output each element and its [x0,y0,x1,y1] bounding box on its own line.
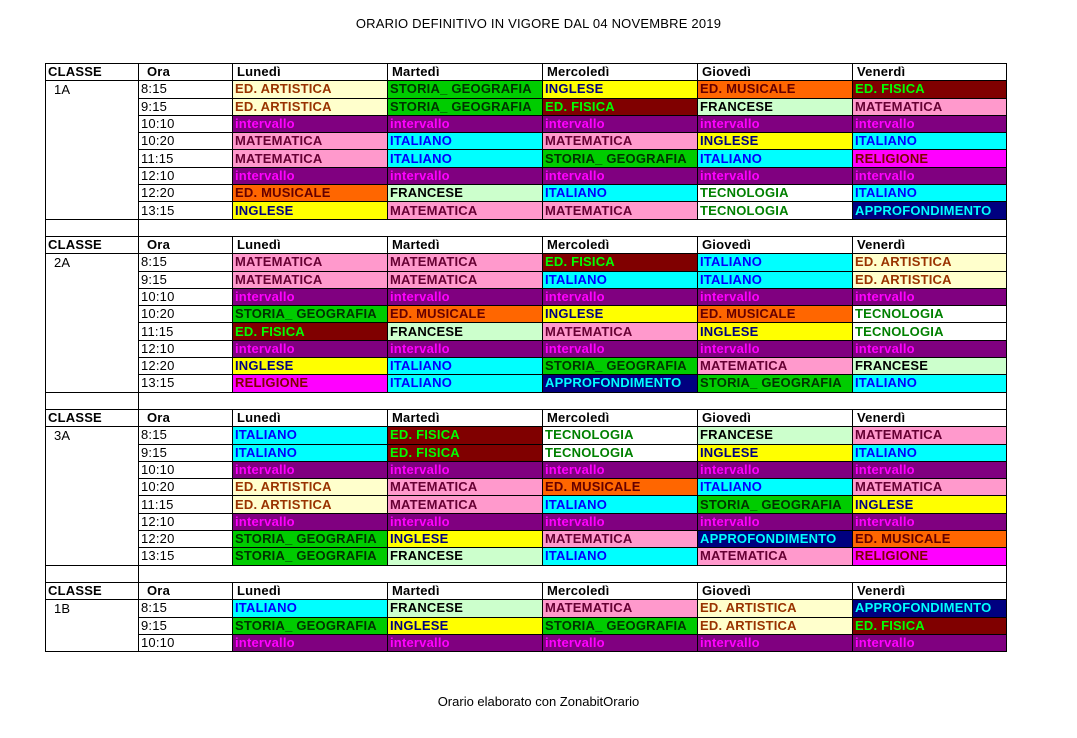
class-name: 2A [46,254,139,271]
time-cell: 8:15 [139,254,233,271]
class-name: 1B [46,600,139,617]
header-venerdi: Venerdì [853,582,1007,599]
lesson-venerdi: intervallo [853,513,1007,530]
header-giovedi: Giovedì [698,582,853,599]
lesson-martedi: intervallo [388,634,543,651]
lesson-venerdi: intervallo [853,115,1007,132]
gap-cell [139,565,1007,582]
schedule-row [46,81,1007,98]
time-cell: 9:15 [139,444,233,461]
lesson-lunedi: STORIA_ GEOGRAFIA [233,548,388,565]
lesson-lunedi: MATEMATICA [233,133,388,150]
class-cell [46,271,139,288]
lesson-venerdi: intervallo [853,461,1007,478]
lesson-giovedi: intervallo [698,461,853,478]
time-cell: 12:10 [139,167,233,184]
lesson-lunedi: intervallo [233,634,388,651]
lesson-martedi: FRANCESE [388,548,543,565]
lesson-venerdi: RELIGIONE [853,548,1007,565]
lesson-martedi: STORIA_ GEOGRAFIA [388,98,543,115]
time-cell: 11:15 [139,496,233,513]
schedule-row [46,340,1007,357]
lesson-giovedi: STORIA_ GEOGRAFIA [698,375,853,392]
lesson-lunedi: intervallo [233,340,388,357]
lesson-lunedi: INGLESE [233,202,388,219]
lesson-mercoledi: intervallo [543,340,698,357]
header-ora: Ora [139,236,233,253]
time-cell: 12:10 [139,340,233,357]
lesson-giovedi: intervallo [698,115,853,132]
lesson-martedi: MATEMATICA [388,202,543,219]
lesson-martedi: ITALIANO [388,150,543,167]
lesson-venerdi: ED. ARTISTICA [853,254,1007,271]
lesson-martedi: FRANCESE [388,600,543,617]
class-cell [46,531,139,548]
lesson-martedi: MATEMATICA [388,271,543,288]
schedule-row [46,617,1007,634]
lesson-lunedi: intervallo [233,513,388,530]
header-mercoledi: Mercoledì [543,64,698,81]
time-cell: 10:20 [139,133,233,150]
lesson-lunedi: ED. ARTISTICA [233,81,388,98]
lesson-giovedi: ED. MUSICALE [698,81,853,98]
lesson-martedi: intervallo [388,167,543,184]
lesson-venerdi: intervallo [853,167,1007,184]
page-title: ORARIO DEFINITIVO IN VIGORE DAL 04 NOVEMBRE 2019 [355,16,722,31]
lesson-mercoledi: ED. FISICA [543,254,698,271]
lesson-lunedi: ITALIANO [233,444,388,461]
time-cell: 8:15 [139,600,233,617]
time-cell: 13:15 [139,202,233,219]
lesson-mercoledi: intervallo [543,513,698,530]
lesson-mercoledi: MATEMATICA [543,600,698,617]
header-row [46,236,1007,253]
lesson-giovedi: INGLESE [698,133,853,150]
header-lunedi: Lunedì [233,409,388,426]
lesson-giovedi: intervallo [698,340,853,357]
lesson-mercoledi: intervallo [543,461,698,478]
time-cell: 10:20 [139,306,233,323]
lesson-giovedi: FRANCESE [698,427,853,444]
lesson-venerdi: intervallo [853,288,1007,305]
header-classe: CLASSE [46,409,139,426]
time-cell: 10:20 [139,479,233,496]
section-gap [46,565,1007,582]
time-cell: 12:20 [139,185,233,202]
lesson-giovedi: intervallo [698,288,853,305]
lesson-lunedi: INGLESE [233,358,388,375]
lesson-venerdi: ITALIANO [853,133,1007,150]
header-row [46,64,1007,81]
timetable [45,63,1007,652]
class-cell [46,444,139,461]
lesson-martedi: FRANCESE [388,185,543,202]
time-cell: 12:10 [139,513,233,530]
lesson-lunedi: ED. MUSICALE [233,185,388,202]
class-cell [46,306,139,323]
lesson-venerdi: FRANCESE [853,358,1007,375]
header-ora: Ora [139,409,233,426]
lesson-mercoledi: MATEMATICA [543,323,698,340]
header-venerdi: Venerdì [853,236,1007,253]
header-lunedi: Lunedì [233,582,388,599]
time-cell: 10:10 [139,115,233,132]
header-classe: CLASSE [46,236,139,253]
lesson-martedi: MATEMATICA [388,496,543,513]
lesson-lunedi: ED. ARTISTICA [233,98,388,115]
header-row [46,582,1007,599]
header-row [46,409,1007,426]
lesson-lunedi: MATEMATICA [233,271,388,288]
class-cell [46,288,139,305]
lesson-venerdi: ED. FISICA [853,81,1007,98]
class-cell [46,323,139,340]
header-mercoledi: Mercoledì [543,409,698,426]
header-lunedi: Lunedì [233,64,388,81]
lesson-mercoledi: APPROFONDIMENTO [543,375,698,392]
time-cell: 9:15 [139,98,233,115]
lesson-giovedi: ED. ARTISTICA [698,600,853,617]
lesson-mercoledi: TECNOLOGIA [543,427,698,444]
class-cell [46,479,139,496]
class-cell [46,617,139,634]
schedule-row [46,98,1007,115]
lesson-mercoledi: INGLESE [543,81,698,98]
lesson-lunedi: ITALIANO [233,427,388,444]
lesson-martedi: intervallo [388,461,543,478]
schedule-row [46,271,1007,288]
lesson-giovedi: ED. ARTISTICA [698,617,853,634]
header-ora: Ora [139,64,233,81]
lesson-lunedi: intervallo [233,288,388,305]
lesson-lunedi: intervallo [233,167,388,184]
lesson-mercoledi: ITALIANO [543,271,698,288]
schedule-row [46,634,1007,651]
lesson-giovedi: APPROFONDIMENTO [698,531,853,548]
lesson-martedi: STORIA_ GEOGRAFIA [388,81,543,98]
schedule-row [46,479,1007,496]
schedule-row [46,496,1007,513]
lesson-lunedi: intervallo [233,115,388,132]
class-name: 3A [46,427,139,444]
lesson-mercoledi: ITALIANO [543,548,698,565]
header-martedi: Martedì [388,236,543,253]
lesson-martedi: ED. FISICA [388,444,543,461]
lesson-venerdi: intervallo [853,634,1007,651]
lesson-mercoledi: intervallo [543,288,698,305]
class-cell [46,513,139,530]
lesson-mercoledi: STORIA_ GEOGRAFIA [543,358,698,375]
schedule-row [46,185,1007,202]
lesson-lunedi: ED. ARTISTICA [233,496,388,513]
lesson-mercoledi: MATEMATICA [543,133,698,150]
lesson-lunedi: MATEMATICA [233,254,388,271]
section-gap [46,219,1007,236]
lesson-venerdi: MATEMATICA [853,479,1007,496]
lesson-giovedi: ITALIANO [698,254,853,271]
class-cell [46,185,139,202]
header-classe: CLASSE [46,582,139,599]
schedule-row [46,531,1007,548]
lesson-martedi: MATEMATICA [388,254,543,271]
lesson-giovedi: ED. MUSICALE [698,306,853,323]
class-name: 1A [46,81,139,98]
lesson-venerdi: ITALIANO [853,375,1007,392]
class-cell [46,634,139,651]
header-mercoledi: Mercoledì [543,236,698,253]
schedule-row [46,427,1007,444]
lesson-martedi: MATEMATICA [388,479,543,496]
class-cell [46,358,139,375]
header-martedi: Martedì [388,64,543,81]
lesson-venerdi: intervallo [853,340,1007,357]
header-giovedi: Giovedì [698,409,853,426]
lesson-venerdi: ED. ARTISTICA [853,271,1007,288]
lesson-venerdi: RELIGIONE [853,150,1007,167]
lesson-lunedi: ITALIANO [233,600,388,617]
schedule-row [46,133,1007,150]
lesson-venerdi: MATEMATICA [853,98,1007,115]
schedule-row [46,167,1007,184]
lesson-venerdi: ITALIANO [853,444,1007,461]
lesson-mercoledi: MATEMATICA [543,202,698,219]
class-cell [46,496,139,513]
lesson-venerdi: INGLESE [853,496,1007,513]
lesson-mercoledi: STORIA_ GEOGRAFIA [543,617,698,634]
schedule-row [46,202,1007,219]
lesson-martedi: ITALIANO [388,358,543,375]
header-ora: Ora [139,582,233,599]
header-martedi: Martedì [388,582,543,599]
time-cell: 10:10 [139,288,233,305]
lesson-giovedi: intervallo [698,167,853,184]
time-cell: 8:15 [139,427,233,444]
class-cell [46,202,139,219]
lesson-mercoledi: INGLESE [543,306,698,323]
header-giovedi: Giovedì [698,64,853,81]
time-cell: 9:15 [139,617,233,634]
lesson-martedi: FRANCESE [388,323,543,340]
lesson-martedi: INGLESE [388,531,543,548]
lesson-giovedi: ITALIANO [698,271,853,288]
lesson-martedi: intervallo [388,513,543,530]
lesson-giovedi: ITALIANO [698,150,853,167]
lesson-venerdi: ED. MUSICALE [853,531,1007,548]
lesson-giovedi: TECNOLOGIA [698,202,853,219]
schedule-row [46,288,1007,305]
class-cell [46,150,139,167]
lesson-martedi: INGLESE [388,617,543,634]
lesson-martedi: ED. MUSICALE [388,306,543,323]
section-gap [46,392,1007,409]
class-cell [46,98,139,115]
lesson-venerdi: MATEMATICA [853,427,1007,444]
lesson-giovedi: INGLESE [698,323,853,340]
lesson-giovedi: MATEMATICA [698,358,853,375]
schedule-row [46,444,1007,461]
class-cell [46,548,139,565]
lesson-mercoledi: intervallo [543,634,698,651]
lesson-mercoledi: MATEMATICA [543,531,698,548]
lesson-martedi: ITALIANO [388,133,543,150]
header-giovedi: Giovedì [698,236,853,253]
schedule-row [46,254,1007,271]
lesson-giovedi: TECNOLOGIA [698,185,853,202]
header-venerdi: Venerdì [853,64,1007,81]
gap-cell [46,219,139,236]
lesson-martedi: ITALIANO [388,375,543,392]
lesson-giovedi: INGLESE [698,444,853,461]
class-cell [46,461,139,478]
lesson-lunedi: MATEMATICA [233,150,388,167]
lesson-giovedi: intervallo [698,513,853,530]
gap-cell [139,392,1007,409]
schedule-row [46,375,1007,392]
class-cell [46,133,139,150]
lesson-mercoledi: ITALIANO [543,185,698,202]
lesson-martedi: ED. FISICA [388,427,543,444]
lesson-lunedi: STORIA_ GEOGRAFIA [233,306,388,323]
schedule-row [46,513,1007,530]
lesson-mercoledi: ED. FISICA [543,98,698,115]
lesson-venerdi: ITALIANO [853,185,1007,202]
schedule-row [46,461,1007,478]
class-cell [46,115,139,132]
time-cell: 11:15 [139,323,233,340]
class-cell [46,167,139,184]
header-mercoledi: Mercoledì [543,582,698,599]
lesson-giovedi: STORIA_ GEOGRAFIA [698,496,853,513]
lesson-venerdi: APPROFONDIMENTO [853,600,1007,617]
time-cell: 10:10 [139,634,233,651]
time-cell: 8:15 [139,81,233,98]
lesson-giovedi: FRANCESE [698,98,853,115]
lesson-venerdi: TECNOLOGIA [853,306,1007,323]
lesson-mercoledi: intervallo [543,115,698,132]
lesson-lunedi: ED. ARTISTICA [233,479,388,496]
class-cell [46,375,139,392]
schedule-row [46,358,1007,375]
schedule-row [46,150,1007,167]
footer-credit: Orario elaborato con ZonabitOrario [437,694,640,709]
schedule-row [46,600,1007,617]
lesson-martedi: intervallo [388,115,543,132]
time-cell: 9:15 [139,271,233,288]
schedule-row [46,323,1007,340]
header-venerdi: Venerdì [853,409,1007,426]
lesson-martedi: intervallo [388,288,543,305]
lesson-giovedi: MATEMATICA [698,548,853,565]
time-cell: 12:20 [139,531,233,548]
time-cell: 13:15 [139,375,233,392]
lesson-martedi: intervallo [388,340,543,357]
lesson-venerdi: TECNOLOGIA [853,323,1007,340]
header-classe: CLASSE [46,64,139,81]
lesson-mercoledi: ED. MUSICALE [543,479,698,496]
gap-cell [46,392,139,409]
lesson-lunedi: intervallo [233,461,388,478]
time-cell: 10:10 [139,461,233,478]
lesson-mercoledi: STORIA_ GEOGRAFIA [543,150,698,167]
lesson-venerdi: ED. FISICA [853,617,1007,634]
header-martedi: Martedì [388,409,543,426]
lesson-mercoledi: ITALIANO [543,496,698,513]
lesson-mercoledi: TECNOLOGIA [543,444,698,461]
lesson-giovedi: ITALIANO [698,479,853,496]
schedule-row [46,306,1007,323]
lesson-lunedi: STORIA_ GEOGRAFIA [233,617,388,634]
lesson-giovedi: intervallo [698,634,853,651]
time-cell: 11:15 [139,150,233,167]
time-cell: 13:15 [139,548,233,565]
header-lunedi: Lunedì [233,236,388,253]
lesson-lunedi: STORIA_ GEOGRAFIA [233,531,388,548]
schedule-row [46,115,1007,132]
time-cell: 12:20 [139,358,233,375]
lesson-lunedi: ED. FISICA [233,323,388,340]
class-cell [46,340,139,357]
gap-cell [46,565,139,582]
lesson-lunedi: RELIGIONE [233,375,388,392]
lesson-mercoledi: intervallo [543,167,698,184]
schedule-row [46,548,1007,565]
lesson-venerdi: APPROFONDIMENTO [853,202,1007,219]
gap-cell [139,219,1007,236]
